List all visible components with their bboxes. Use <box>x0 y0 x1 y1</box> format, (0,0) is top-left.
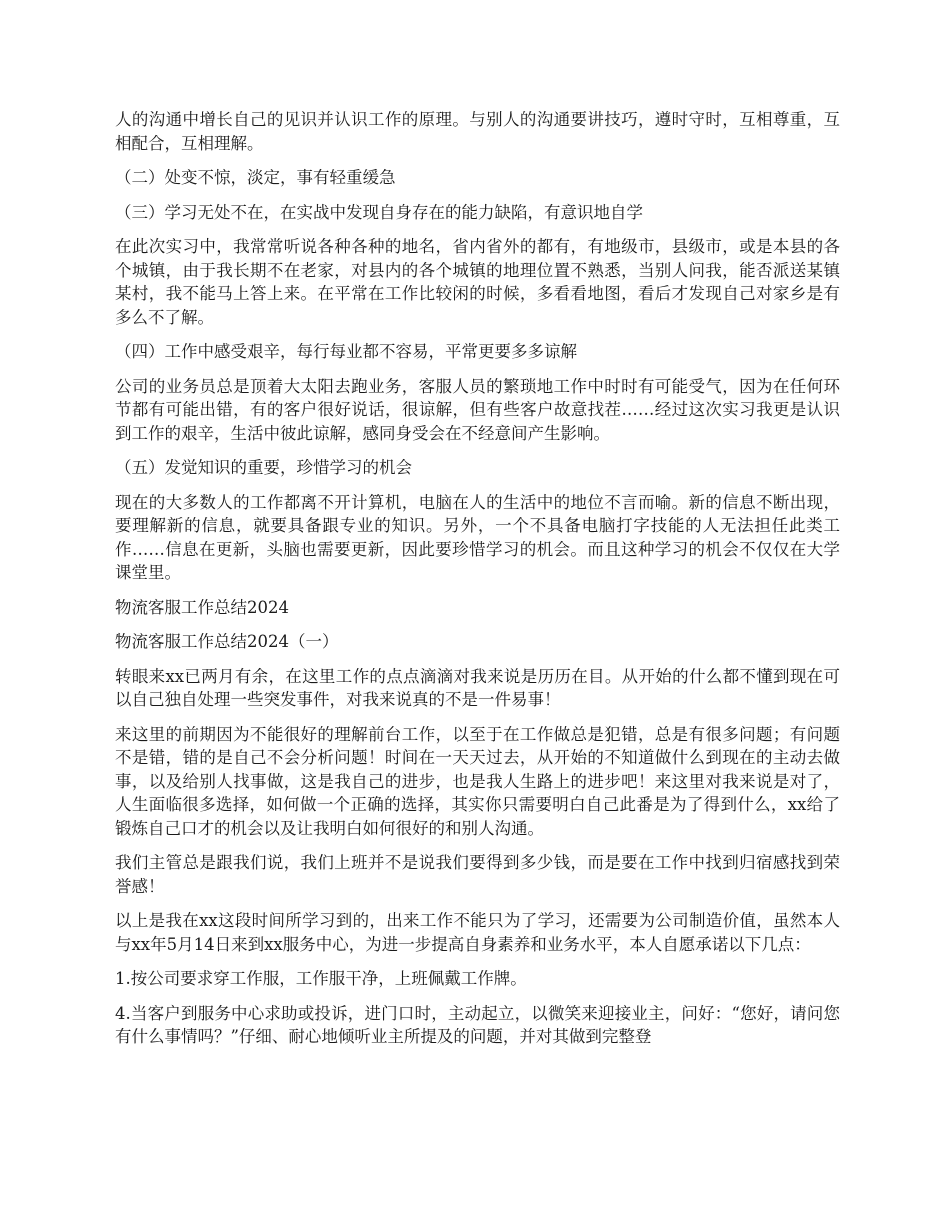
section-subtitle: 物流客服工作总结2024（一） <box>115 632 339 651</box>
paragraph-place-names: 在此次实习中，我常常听说各种各种的地名，省内省外的都有，有地级市，县级市，或是本县的各个城镇，由于我长期不在老家，对县内的各个城镇的地理位置不熟悉，当别人问我，能否派送某镇某村，我不能马上答上来。在平常在工作比较闲的时候，多看看地图，看后才发现自己对家乡是有多么不了解。 <box>115 237 840 327</box>
section-title: 物流客服工作总结2024 <box>115 597 289 617</box>
paragraph-supervisor: 我们主管总是跟我们说，我们上班并不是说我们要得到多少钱，而是要在工作中找到归宿感找到荣誉感！ <box>115 853 840 896</box>
paragraph-salesmen: 公司的业务员总是顶着大太阳去跑业务，客服人员的繁琐地工作中时时有可能受气，因为在任何环节都有可能出错，有的客户很好说话，很谅解，但有些客户故意找茬……经过这次实习我更是认识到工作的艰辛，生活中彼此谅解，感同身受会在不经意间产生影响。 <box>115 376 840 443</box>
document-page <box>115 108 840 1060</box>
heading-knowledge: （五）发觉知识的重要，珍惜学习的机会 <box>115 458 412 477</box>
paragraph-two-months: 转眼来xx已两月有余，在这里工作的点点滴滴对我来说是历历在目。从开始的什么都不懂到现在可以自己独自处理一些突发事件，对我来说真的不是一件易事！ <box>115 666 840 709</box>
heading-learning-everywhere: （三）学习无处不在，在实战中发现自身存在的能力缺陷，有意识地自学 <box>115 202 643 222</box>
paragraph-early-period: 来这里的前期因为不能很好的理解前台工作，以至于在工作做总是犯错，总是有很多问题；有问题不是错，错的是自己不会分析问题！时间在一天天过去，从开始的不知道做什么到现在的主动去做事，以及给别人找事做，这是我自己的进步，也是我人生路上的进步吧！来这里对我来说是对了，人生面临很多选择，如何做一个正确的选择，其实你只需要明白自己此番是为了得到什么，xx给了锻炼自己口才的机会以及让我明白如何很好的和别人沟通。 <box>115 724 840 838</box>
paragraph-communication: 人的沟通中增长自己的见识并认识工作的原理。与别人的沟通要讲技巧，遵时守时，互相尊重，互相配合，互相理解。 <box>115 110 840 153</box>
heading-hardship: （四）工作中感受艰辛，每行每业都不容易，平常更要多多谅解 <box>115 342 577 361</box>
list-item-customer: 4.当客户到服务中心求助或投诉，进门口时，主动起立，以微笑来迎接业主，问好：“您好，请问您有什么事情吗？”仔细、耐心地倾听业主所提及的问题，并对其做到完整登 <box>115 1003 840 1046</box>
heading-calm-under-pressure: （二）处变不惊，淡定，事有轻重缓急 <box>115 168 396 187</box>
paragraph-commitment: 以上是我在xx这段时间所学习到的，出来工作不能只为了学习，还需要为公司制造价值，虽然本人与xx年5月14日来到xx服务中心，为进一步提高自身素养和业务水平，本人自愿承诺以下几点： <box>115 911 840 954</box>
list-item-uniform: 1.按公司要求穿工作服，工作服干净，上班佩戴工作牌。 <box>115 969 527 988</box>
paragraph-computers: 现在的大多数人的工作都离不开计算机，电脑在人的生活中的地位不言而喻。新的信息不断出现，要理解新的信息，就要具备跟专业的知识。另外，一个不具备电脑打字技能的人无法担任此类工作……信息在更新，头脑也需要更新，因此要珍惜学习的机会。而且这种学习的机会不仅仅在大学课堂里。 <box>115 492 840 582</box>
